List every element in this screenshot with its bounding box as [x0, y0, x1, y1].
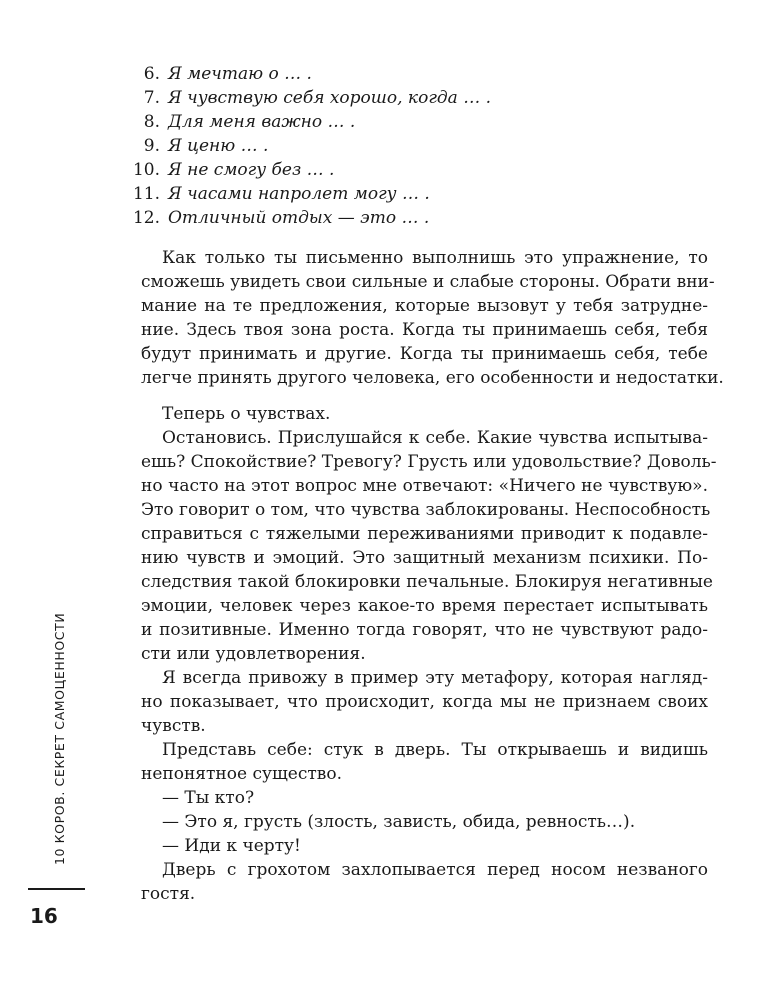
text-line: нию чувств и эмоций. Это защитный механизм психики. По-	[141, 548, 708, 568]
list-item-number: 10.	[132, 160, 160, 180]
text-line: Это говорит о том, что чувства заблокированы. Неспособность	[141, 500, 711, 520]
page-number: 16	[30, 904, 58, 928]
text-line: и позитивные. Именно тогда говорят, что не чувствуют радо-	[141, 620, 708, 640]
text-line: непонятное существо.	[141, 764, 342, 784]
list-item-text: Для меня важно … .	[168, 112, 356, 132]
body-text	[141, 246, 724, 906]
text-line: сти или удовлетворения.	[141, 644, 366, 664]
dialogue-line: — Это я, грусть (злость, зависть, обида, ревность…).	[162, 812, 636, 832]
text-line: Представь себе: стук в дверь. Ты открываешь и видишь	[162, 740, 708, 760]
list-item-number: 7.	[143, 88, 160, 108]
text-line: эмоции, человек через какое-то время перестает испытывать	[141, 596, 708, 616]
list-item-number: 6.	[143, 64, 160, 84]
text-line: но показывает, что происходит, когда мы не признаем своих	[141, 692, 708, 712]
text-line: но часто на этот вопрос мне отвечают: «Ничего не чувствую».	[141, 476, 708, 496]
text-line: Как только ты письменно выполнишь это упражнение, то	[162, 248, 708, 268]
list-item	[127, 182, 491, 206]
dialogue-line: — Иди к черту!	[162, 836, 301, 856]
text-line: ешь? Спокойствие? Тревогу? Грусть или удовольствие? Доволь-	[141, 452, 717, 472]
text-line: сможешь увидеть свои сильные и слабые стороны. Обрати вни-	[141, 272, 715, 292]
text-line: Дверь с грохотом захлопывается перед носом незваного	[162, 860, 708, 880]
list-item-text: Я чувствую себя хорошо, когда … .	[168, 88, 492, 108]
list-item	[127, 158, 491, 182]
list-item-text: Я не смогу без … .	[168, 160, 335, 180]
footer-rule	[28, 888, 85, 890]
list-item-number: 11.	[132, 184, 160, 204]
text-line: справиться с тяжелыми переживаниями приводит к подавле-	[141, 524, 708, 544]
text-line: Я всегда привожу в пример эту метафору, которая нагляд-	[162, 668, 708, 688]
list-item-text: Я часами напролет могу … .	[168, 184, 430, 204]
running-header: 10 КОРОВ. СЕКРЕТ САМОЦЕННОСТИ	[52, 612, 67, 865]
text-line: мание на те предложения, которые вызовут у тебя затрудне-	[141, 296, 708, 316]
list-item-number: 8.	[143, 112, 160, 132]
text-line: будут принимать и другие. Когда ты принимаешь себя, тебе	[141, 344, 708, 364]
list-item-text: Отличный отдых — это … .	[168, 208, 430, 228]
list-item	[127, 62, 491, 86]
text-line: чувств.	[141, 716, 206, 736]
list-item-text: Я мечтаю о … .	[168, 64, 312, 84]
list-item-number: 9.	[143, 136, 160, 156]
dialogue-line: — Ты кто?	[162, 788, 255, 808]
text-line: ние. Здесь твоя зона роста. Когда ты принимаешь себя, тебя	[141, 320, 708, 340]
text-line: Теперь о чувствах.	[162, 404, 331, 424]
text-line: следствия такой блокировки печальные. Блокируя негативные	[141, 572, 713, 592]
numbered-list	[127, 62, 491, 230]
list-item	[127, 86, 491, 110]
paragraph-gap	[141, 390, 708, 402]
text-line: гостя.	[141, 884, 196, 904]
list-item	[127, 134, 491, 158]
list-item-number: 12.	[132, 208, 160, 228]
list-item-text: Я ценю … .	[168, 136, 269, 156]
list-item	[127, 110, 491, 134]
text-line: легче принять другого человека, его особенности и недостатки.	[141, 368, 724, 388]
list-item	[127, 206, 491, 230]
text-line: Остановись. Прислушайся к себе. Какие чувства испытыва-	[162, 428, 708, 448]
